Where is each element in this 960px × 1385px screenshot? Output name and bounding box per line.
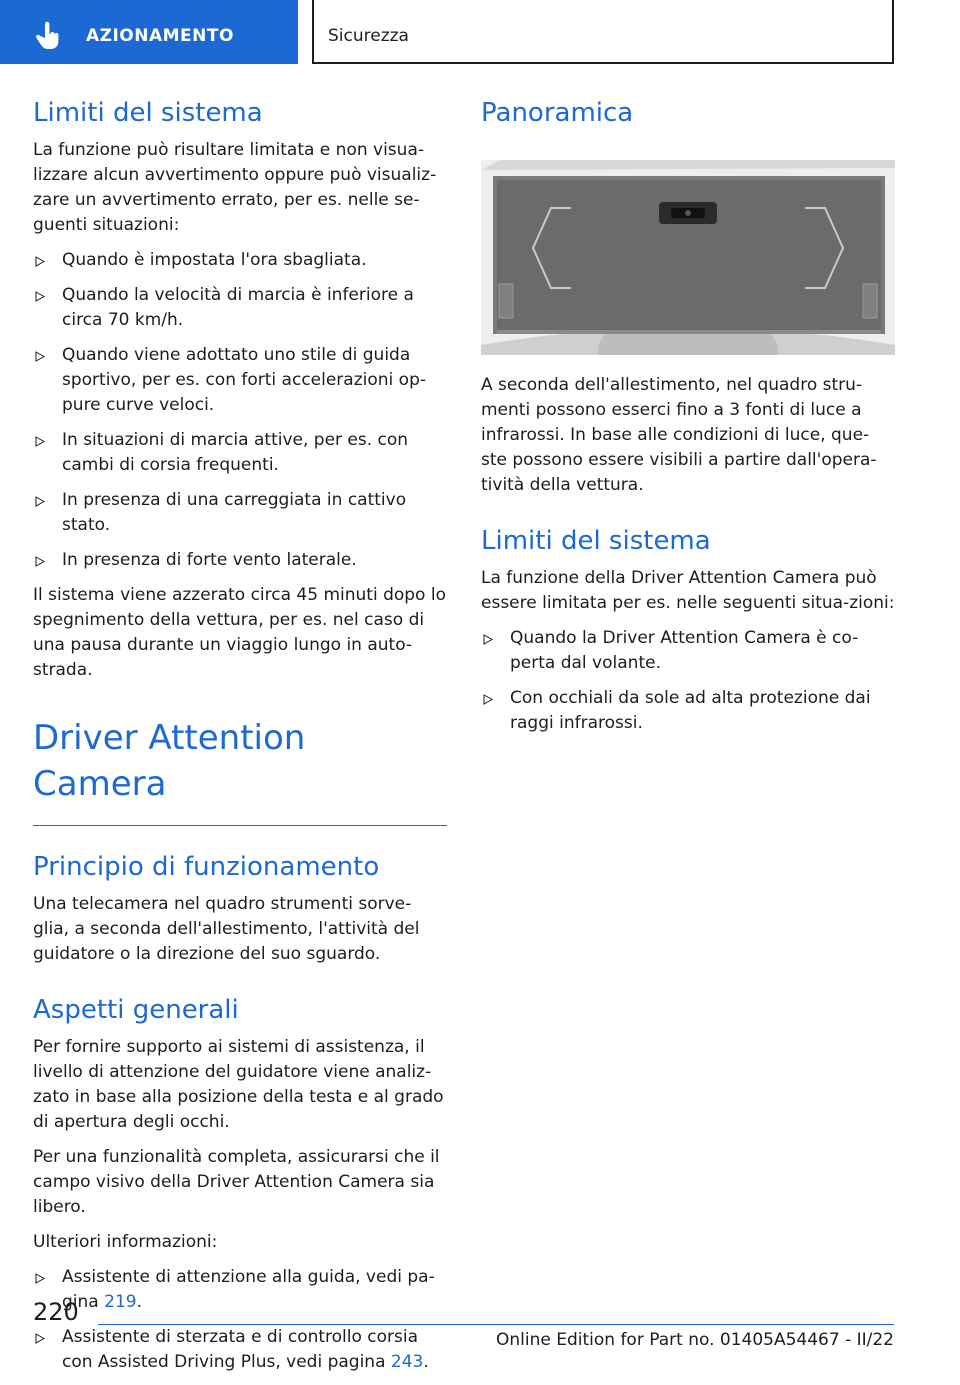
chapter-label: AZIONAMENTO — [86, 26, 234, 46]
bullet-triangle-icon — [35, 351, 45, 362]
heading-divider — [33, 825, 447, 826]
bullet-triangle-icon — [35, 1273, 45, 1284]
principle-paragraph: Una telecamera nel quadro strumenti sorve-glia, a seconda dell'allestimento, l'attività del guidatore o la direzione del suo sguardo. — [33, 894, 420, 964]
list-item — [481, 626, 895, 676]
bullet-triangle-icon — [35, 256, 45, 267]
overview-heading: Panoramica — [481, 98, 634, 128]
list-item-text: Con occhiali da sole ad alta protezione dai raggi infrarossi. — [510, 688, 871, 733]
bullet-triangle-icon — [35, 436, 45, 447]
page-link-219[interactable]: 219 — [104, 1292, 137, 1312]
reset-paragraph: Il sistema viene azzerato circa 45 minuti dopo lo spegnimento della vettura, per es. nel caso di una pausa durante un viaggio lungo in auto-strada. — [33, 585, 446, 680]
list-item — [33, 248, 447, 273]
list-item-text: Assistente di sterzata e di controllo corsia con Assisted Driving Plus, vedi pagina — [62, 1327, 419, 1372]
list-item — [33, 548, 447, 573]
right-limits-intro: La funzione della Driver Attention Camera può essere limitata per es. nelle seguenti situa-zioni: — [481, 568, 895, 613]
list-item: Assistente di sterzata e di controllo corsia con Assisted Driving Plus, vedi pagina 243. — [33, 1325, 447, 1375]
overview-paragraph: A seconda dell'allestimento, nel quadro stru-menti possono esserci fino a 3 fonti di luce a infrarossi. In base alle condizioni di luce, que-ste possono essere visibili a partire dall'opera-tività della vettura. — [481, 375, 877, 495]
list-item-text: Assistente di attenzione alla guida, vedi pa-gina — [62, 1267, 435, 1312]
list-item-text: In presenza di forte vento laterale. — [62, 550, 357, 570]
left-column — [33, 96, 447, 1385]
general-heading: Aspetti generali — [33, 995, 239, 1025]
bullet-triangle-icon — [35, 1333, 45, 1344]
general-paragraph-1: Per fornire supporto ai sistemi di assistenza, il livello di attenzione del guidatore viene analiz-zato in base alla posizione della testa e al grado di apertura degli occhi. — [33, 1037, 444, 1132]
references-list — [33, 1265, 447, 1375]
list-item-text: Quando la Driver Attention Camera è co-perta dal volante. — [510, 628, 859, 673]
list-item — [481, 686, 895, 736]
list-item-text: Quando la velocità di marcia è inferiore a circa 70 km/h. — [62, 285, 414, 330]
list-item — [33, 283, 447, 333]
right-column — [481, 96, 895, 746]
principle-heading: Principio di funzionamento — [33, 852, 380, 882]
bullet-triangle-icon — [483, 634, 493, 645]
bullet-triangle-icon — [35, 496, 45, 507]
instrument-cluster-illustration — [481, 160, 895, 355]
list-item — [33, 488, 447, 538]
bullet-triangle-icon — [35, 556, 45, 567]
footer-divider — [98, 1324, 894, 1325]
hand-touch-icon — [32, 20, 64, 52]
limits-list — [33, 248, 447, 573]
main-heading: Driver Attention Camera — [33, 718, 306, 804]
instrument-cluster-figure — [481, 160, 895, 355]
more-info-label: Ulteriori informazioni: — [33, 1232, 218, 1252]
list-item: Assistente di attenzione alla guida, vedi pa-gina 219. — [33, 1265, 447, 1315]
bullet-triangle-icon — [483, 694, 493, 705]
general-paragraph-2: Per una funzionalità completa, assicurarsi che il campo visivo della Driver Attention Camera sia libero. — [33, 1147, 440, 1217]
footer-edition: Online Edition for Part no. 01405A54467 - II/22 — [495, 1330, 894, 1350]
right-limits-heading: Limiti del sistema — [481, 526, 711, 556]
list-item — [33, 343, 447, 418]
section-header — [312, 0, 894, 64]
limits-intro: La funzione può risultare limitata e non visua-lizzare alcun avvertimento oppure può visualiz-zare un avvertimento errato, per es. nelle se-guenti situazioni: — [33, 140, 437, 235]
page-number: 220 — [33, 1298, 79, 1326]
list-item-text: Quando viene adottato uno stile di guida sportivo, per es. con forti accelerazioni op-pure curve veloci. — [62, 345, 426, 415]
section-label: Sicurezza — [328, 26, 409, 46]
limits-heading: Limiti del sistema — [33, 98, 263, 128]
bullet-triangle-icon — [35, 291, 45, 302]
page-link-243[interactable]: 243 — [390, 1352, 424, 1372]
list-item-text: In presenza di una carreggiata in cattivo stato. — [62, 490, 407, 535]
list-item-text: In situazioni di marcia attive, per es. con cambi di corsia frequenti. — [62, 430, 409, 475]
list-item — [33, 428, 447, 478]
right-limits-list — [481, 626, 895, 736]
chapter-tab — [0, 0, 298, 64]
list-item-text: Quando è impostata l'ora sbagliata. — [62, 250, 367, 270]
